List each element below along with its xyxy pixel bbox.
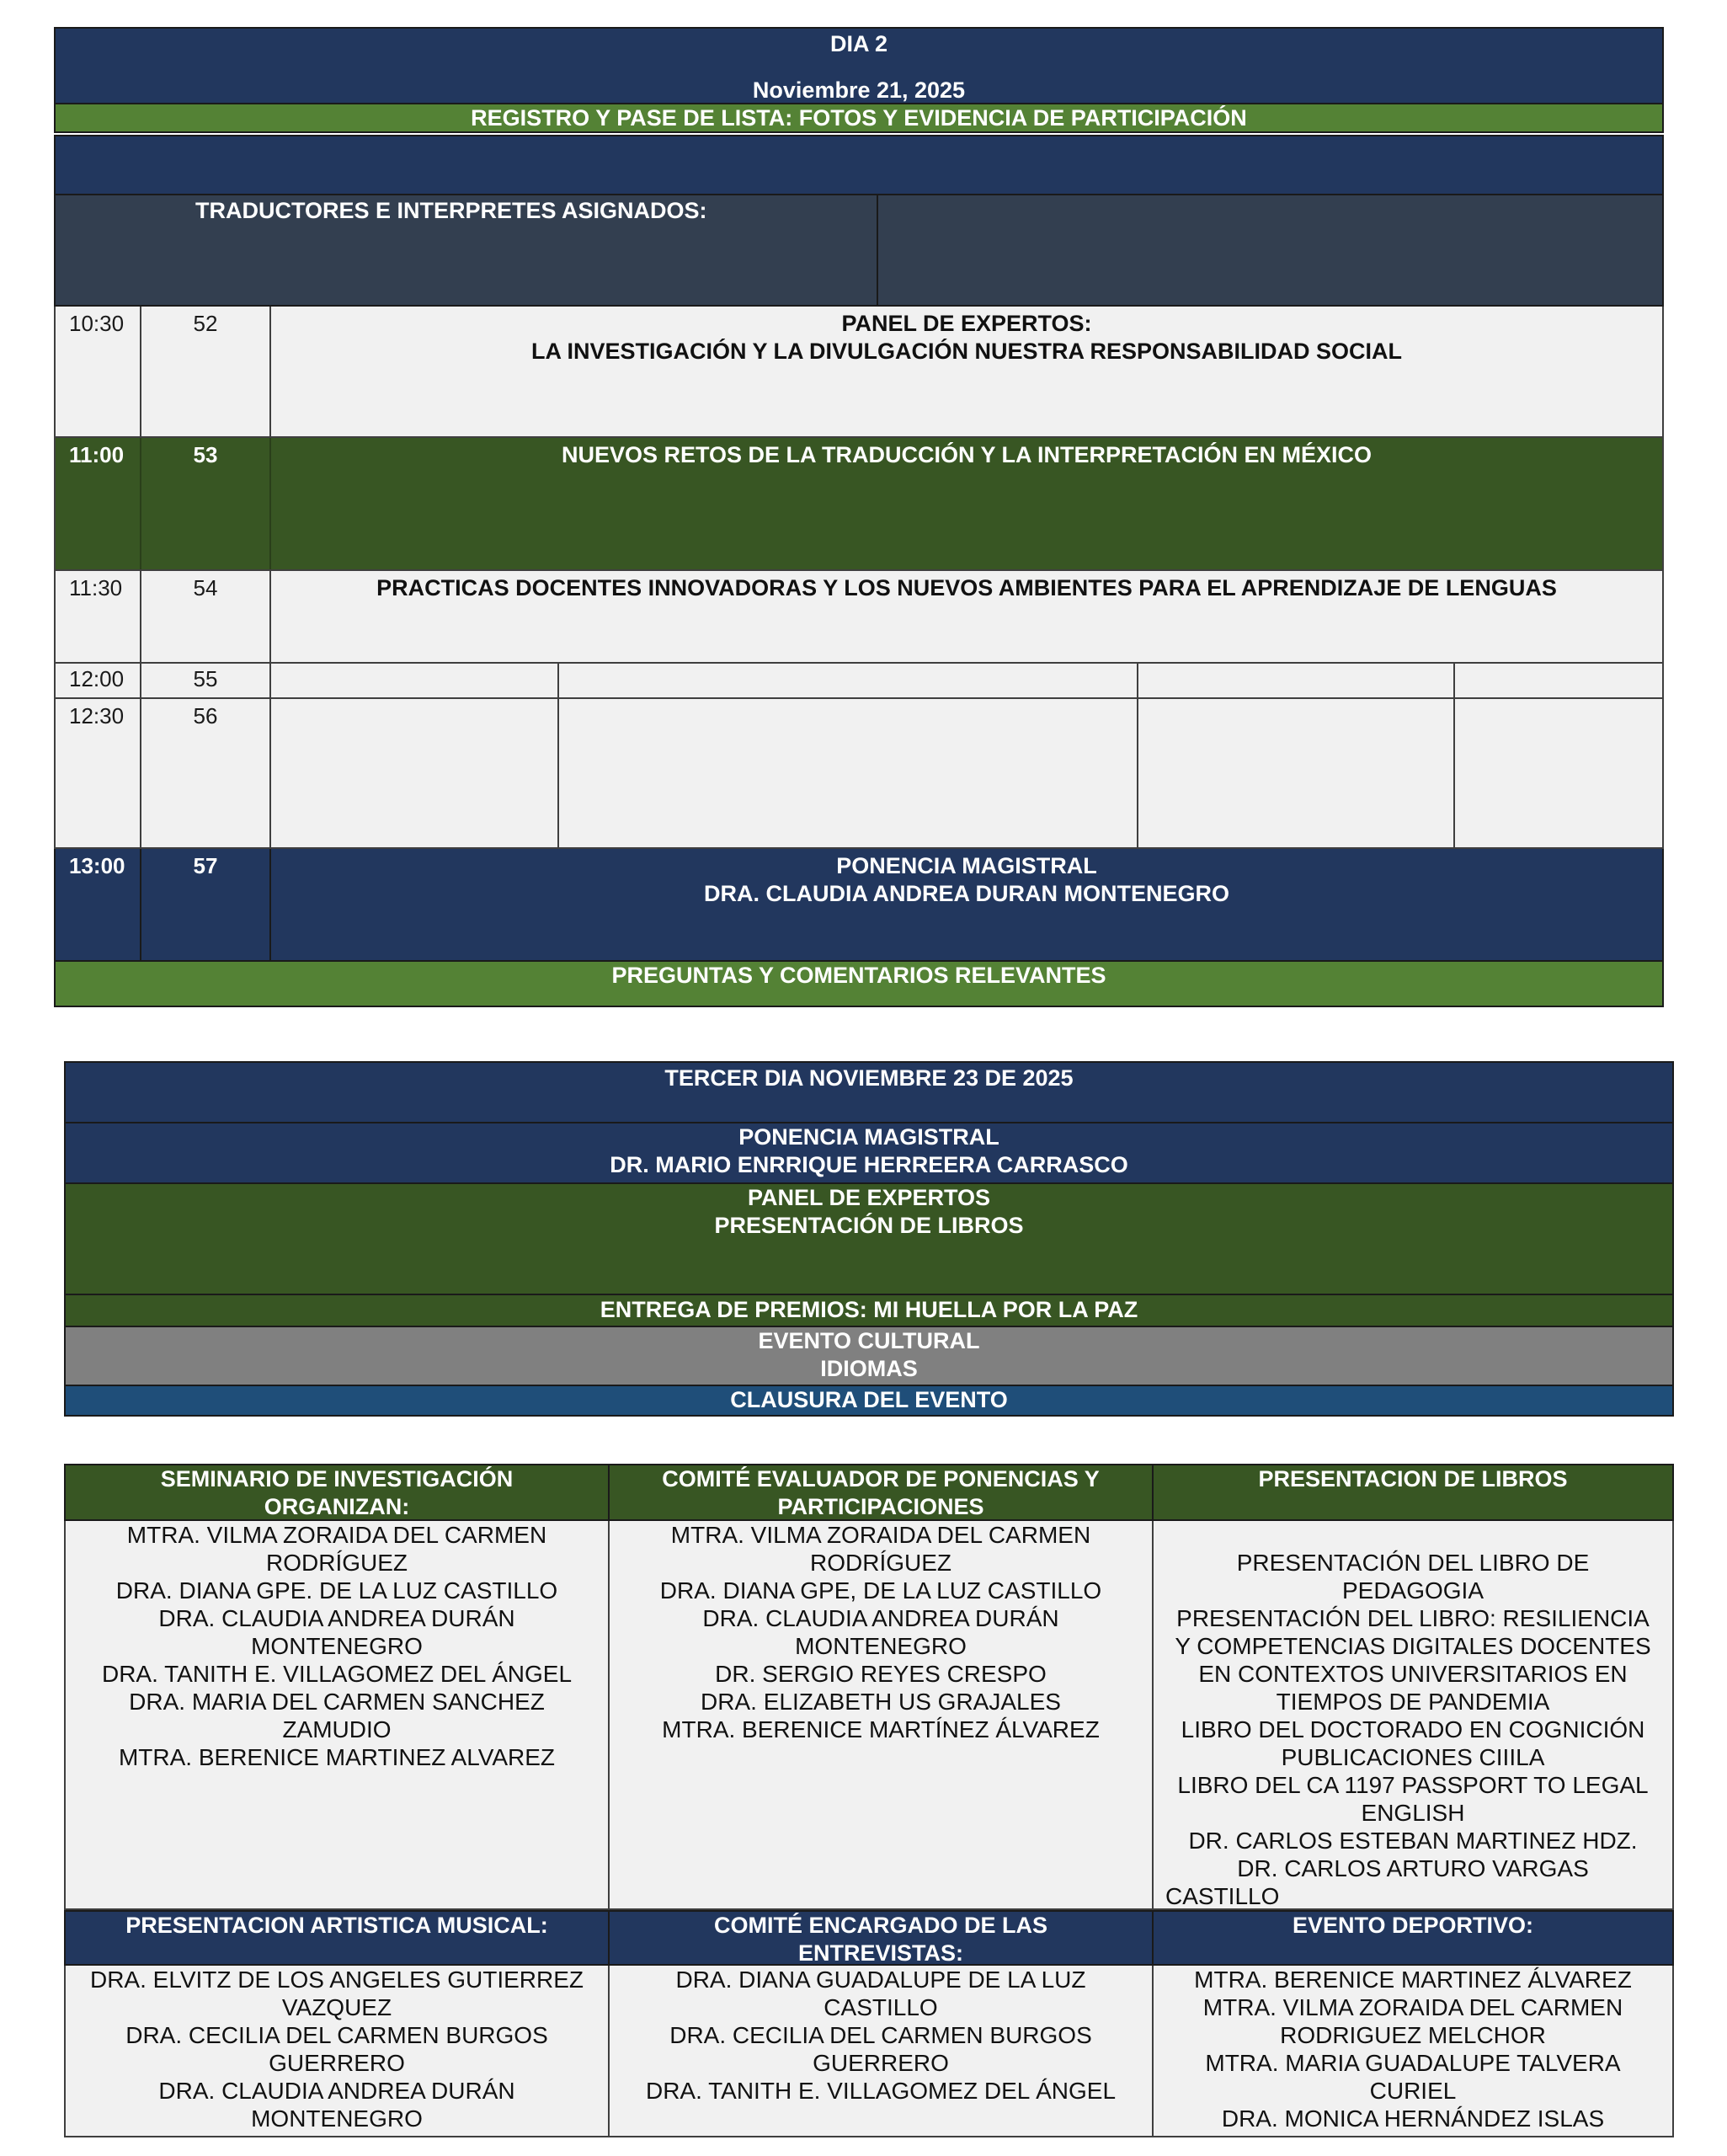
- activity-subtitle: LA INVESTIGACIÓN Y LA DIVULGACIÓN NUESTRA RESPONSABILIDAD SOCIAL: [530, 339, 1403, 364]
- cultural-subtitle: IDIOMAS: [820, 1356, 918, 1381]
- book-line: ENGLISH: [1361, 1800, 1465, 1826]
- activity-title: PONENCIA MAGISTRAL: [836, 853, 1097, 878]
- header-line: ORGANIZAN:: [264, 1494, 410, 1519]
- member-line: MONTENEGRO: [251, 1633, 423, 1659]
- book-line: DR. CARLOS ARTURO VARGAS: [1237, 1855, 1589, 1881]
- member-line: DRA. CLAUDIA ANDREA DURÁN: [158, 1605, 515, 1631]
- schedule-row-1030: [54, 307, 1664, 438]
- committee-body-evaluador: [610, 1521, 1154, 1910]
- header-line: ENTREVISTAS:: [797, 1940, 963, 1966]
- book-line: LIBRO DEL CA 1197 PASSPORT TO LEGAL: [1177, 1772, 1649, 1798]
- preguntas-label: PREGUNTAS Y COMENTARIOS RELEVANTES: [611, 963, 1106, 988]
- translators-row: [54, 195, 1664, 307]
- day2-title: DIA 2: [829, 31, 887, 56]
- member-line: CASTILLO: [824, 1994, 938, 2020]
- premios-label: ENTREGA DE PREMIOS: MI HUELLA POR LA PAZ: [600, 1297, 1138, 1322]
- header-line: PRESENTACION ARTISTICA MUSICAL:: [125, 1913, 548, 1938]
- activity-title: PANEL DE EXPERTOS:: [841, 311, 1092, 336]
- book-line: PRESENTACIÓN DEL LIBRO DE: [1236, 1550, 1590, 1576]
- row-number: 54: [193, 575, 218, 600]
- book-line: PEDAGOGIA: [1341, 1577, 1484, 1604]
- member-line: RODRÍGUEZ: [266, 1550, 408, 1576]
- row-number: 53: [193, 442, 218, 467]
- preguntas-bar: [54, 962, 1664, 1007]
- translators-divider: [877, 195, 878, 305]
- row-time: 11:00: [69, 442, 125, 467]
- header-line: COMITÉ ENCARGADO DE LAS: [713, 1913, 1047, 1938]
- committee-header-musical: [64, 1910, 610, 1966]
- member-line: DRA. TANITH E. VILLAGOMEZ DEL ÁNGEL: [645, 2078, 1117, 2104]
- day3-premios: [64, 1295, 1674, 1327]
- row-number: 55: [193, 666, 218, 691]
- member-line: DR. SERGIO REYES CRESPO: [715, 1661, 1047, 1687]
- day2-date: Noviembre 21, 2025: [752, 77, 966, 103]
- row-activity: PRACTICAS DOCENTES INNOVADORAS Y LOS NUEVOS AMBIENTES PARA EL APRENDIZAJE DE LENGUAS: [376, 575, 1557, 600]
- member-line: MONTENEGRO: [795, 1633, 967, 1659]
- book-line: PRESENTACIÓN DEL LIBRO: RESILIENCIA: [1176, 1605, 1650, 1631]
- activity-subtitle: DRA. CLAUDIA ANDREA DURAN MONTENEGRO: [704, 881, 1229, 906]
- day2-blank-header: [54, 135, 1664, 195]
- book-line: Y COMPETENCIAS DIGITALES DOCENTES: [1175, 1633, 1651, 1659]
- row-number: 57: [193, 853, 218, 878]
- committee-header-evaluador: [610, 1464, 1154, 1521]
- row-time: 12:30: [69, 703, 125, 728]
- row-activity: NUEVOS RETOS DE LA TRADUCCIÓN Y LA INTERPRETACIÓN EN MÉXICO: [561, 442, 1373, 467]
- book-line: PUBLICACIONES CIIILA: [1281, 1744, 1545, 1770]
- committee-body-seminario: [64, 1521, 610, 1910]
- member-line: RODRÍGUEZ: [810, 1550, 951, 1576]
- row-number: 56: [193, 703, 218, 728]
- member-line: RODRIGUEZ MELCHOR: [1280, 2022, 1546, 2048]
- row-time: 13:00: [69, 853, 125, 878]
- day3-ponencia: [64, 1123, 1674, 1184]
- registro-label: REGISTRO Y PASE DE LISTA: FOTOS Y EVIDENCIA DE PARTICIPACIÓN: [471, 105, 1247, 131]
- row-activity: [271, 849, 1662, 908]
- schedule-row-1230: [54, 699, 1664, 849]
- row-time: 11:30: [69, 575, 123, 600]
- day2-registro-bar: [54, 104, 1664, 133]
- committee-header-deportivo: [1154, 1910, 1674, 1966]
- member-line: MTRA. MARIA GUADALUPE TALVERA: [1205, 2050, 1621, 2076]
- committee-body-deportivo: [1154, 1966, 1674, 2137]
- schedule-row-1300: [54, 849, 1664, 962]
- member-line: DRA. CLAUDIA ANDREA DURÁN: [702, 1605, 1059, 1631]
- committee-body-musical: [64, 1966, 610, 2137]
- member-line: DRA. DIANA GPE. DE LA LUZ CASTILLO: [115, 1577, 558, 1604]
- member-line: MTRA. BERENICE MARTINEZ ALVAREZ: [118, 1744, 556, 1770]
- committee-body-entrevistas: [610, 1966, 1154, 2137]
- ponencia-title: PONENCIA MAGISTRAL: [738, 1124, 999, 1150]
- member-line: DRA. CLAUDIA ANDREA DURÁN: [158, 2078, 515, 2104]
- ponencia-speaker: DR. MARIO ENRRIQUE HERREERA CARRASCO: [610, 1152, 1128, 1177]
- cultural-title: EVENTO CULTURAL: [758, 1328, 980, 1353]
- translators-label: TRADUCTORES E INTERPRETES ASIGNADOS:: [195, 198, 707, 223]
- committee-header-entrevistas: [610, 1910, 1154, 1966]
- member-line: DRA. ELVITZ DE LOS ANGELES GUTIERREZ: [89, 1967, 584, 1993]
- day3-panel: [64, 1184, 1674, 1295]
- member-line: MTRA. BERENICE MARTÍNEZ ÁLVAREZ: [662, 1716, 1100, 1742]
- book-line: DR. CARLOS ESTEBAN MARTINEZ HDZ.: [1188, 1828, 1638, 1854]
- member-line: GUERRERO: [813, 2050, 949, 2076]
- member-line: DRA. DIANA GUADALUPE DE LA LUZ: [675, 1967, 1086, 1993]
- member-line: DRA. CECILIA DEL CARMEN BURGOS: [125, 2022, 548, 2048]
- member-line: CURIEL: [1369, 2078, 1457, 2104]
- row-activity: [271, 307, 1662, 366]
- member-line: MTRA. VILMA ZORAIDA DEL CARMEN: [126, 1522, 547, 1548]
- schedule-row-1200: [54, 664, 1664, 699]
- day3-title-bar: [64, 1061, 1674, 1123]
- panel-subtitle: PRESENTACIÓN DE LIBROS: [714, 1213, 1024, 1238]
- header-line: PARTICIPACIONES: [777, 1494, 984, 1519]
- day3-title: TERCER DIA NOVIEMBRE 23 DE 2025: [664, 1065, 1074, 1091]
- member-line: DRA. DIANA GPE, DE LA LUZ CASTILLO: [659, 1577, 1102, 1604]
- header-line: EVENTO DEPORTIVO:: [1292, 1913, 1534, 1938]
- row-time: 12:00: [69, 666, 125, 691]
- clausura-label: CLAUSURA DEL EVENTO: [730, 1387, 1008, 1412]
- header-line: SEMINARIO DE INVESTIGACIÓN: [160, 1466, 514, 1492]
- member-line: MONTENEGRO: [251, 2105, 423, 2132]
- day2-title-block: [54, 27, 1664, 104]
- member-line: VAZQUEZ: [281, 1994, 392, 2020]
- member-line: MTRA. VILMA ZORAIDA DEL CARMEN: [1202, 1994, 1623, 2020]
- schedule-row-1130: [54, 571, 1664, 664]
- committee-header-seminario: [64, 1464, 610, 1521]
- book-line: TIEMPOS DE PANDEMIA: [1276, 1689, 1550, 1715]
- member-line: DRA. TANITH E. VILLAGOMEZ DEL ÁNGEL: [101, 1661, 573, 1687]
- panel-title: PANEL DE EXPERTOS: [747, 1185, 991, 1210]
- member-line: ZAMUDIO: [282, 1716, 392, 1742]
- member-line: DRA. MONICA HERNÁNDEZ ISLAS: [1221, 2105, 1605, 2132]
- member-line: DRA. CECILIA DEL CARMEN BURGOS: [669, 2022, 1092, 2048]
- header-line: COMITÉ EVALUADOR DE PONENCIAS Y: [662, 1466, 1100, 1492]
- member-line: DRA. MARIA DEL CARMEN SANCHEZ: [129, 1689, 545, 1715]
- member-line: MTRA. BERENICE MARTINEZ ÁLVAREZ: [1194, 1967, 1632, 1993]
- header-line: PRESENTACION DE LIBROS: [1258, 1466, 1568, 1492]
- member-line: MTRA. VILMA ZORAIDA DEL CARMEN: [670, 1522, 1091, 1548]
- book-line: CASTILLO: [1165, 1883, 1280, 1909]
- row-number: 52: [193, 311, 218, 336]
- member-line: GUERRERO: [269, 2050, 405, 2076]
- day3-clausura: [64, 1386, 1674, 1417]
- committee-body-libros: [1154, 1521, 1674, 1910]
- book-line: LIBRO DEL DOCTORADO EN COGNICIÓN: [1181, 1716, 1645, 1742]
- book-line: EN CONTEXTOS UNIVERSITARIOS EN: [1198, 1661, 1628, 1687]
- member-line: DRA. ELIZABETH US GRAJALES: [701, 1689, 1061, 1715]
- row-time: 10:30: [69, 311, 125, 336]
- day3-cultural: [64, 1327, 1674, 1386]
- schedule-row-1100: [54, 438, 1664, 571]
- committee-header-libros: [1154, 1464, 1674, 1521]
